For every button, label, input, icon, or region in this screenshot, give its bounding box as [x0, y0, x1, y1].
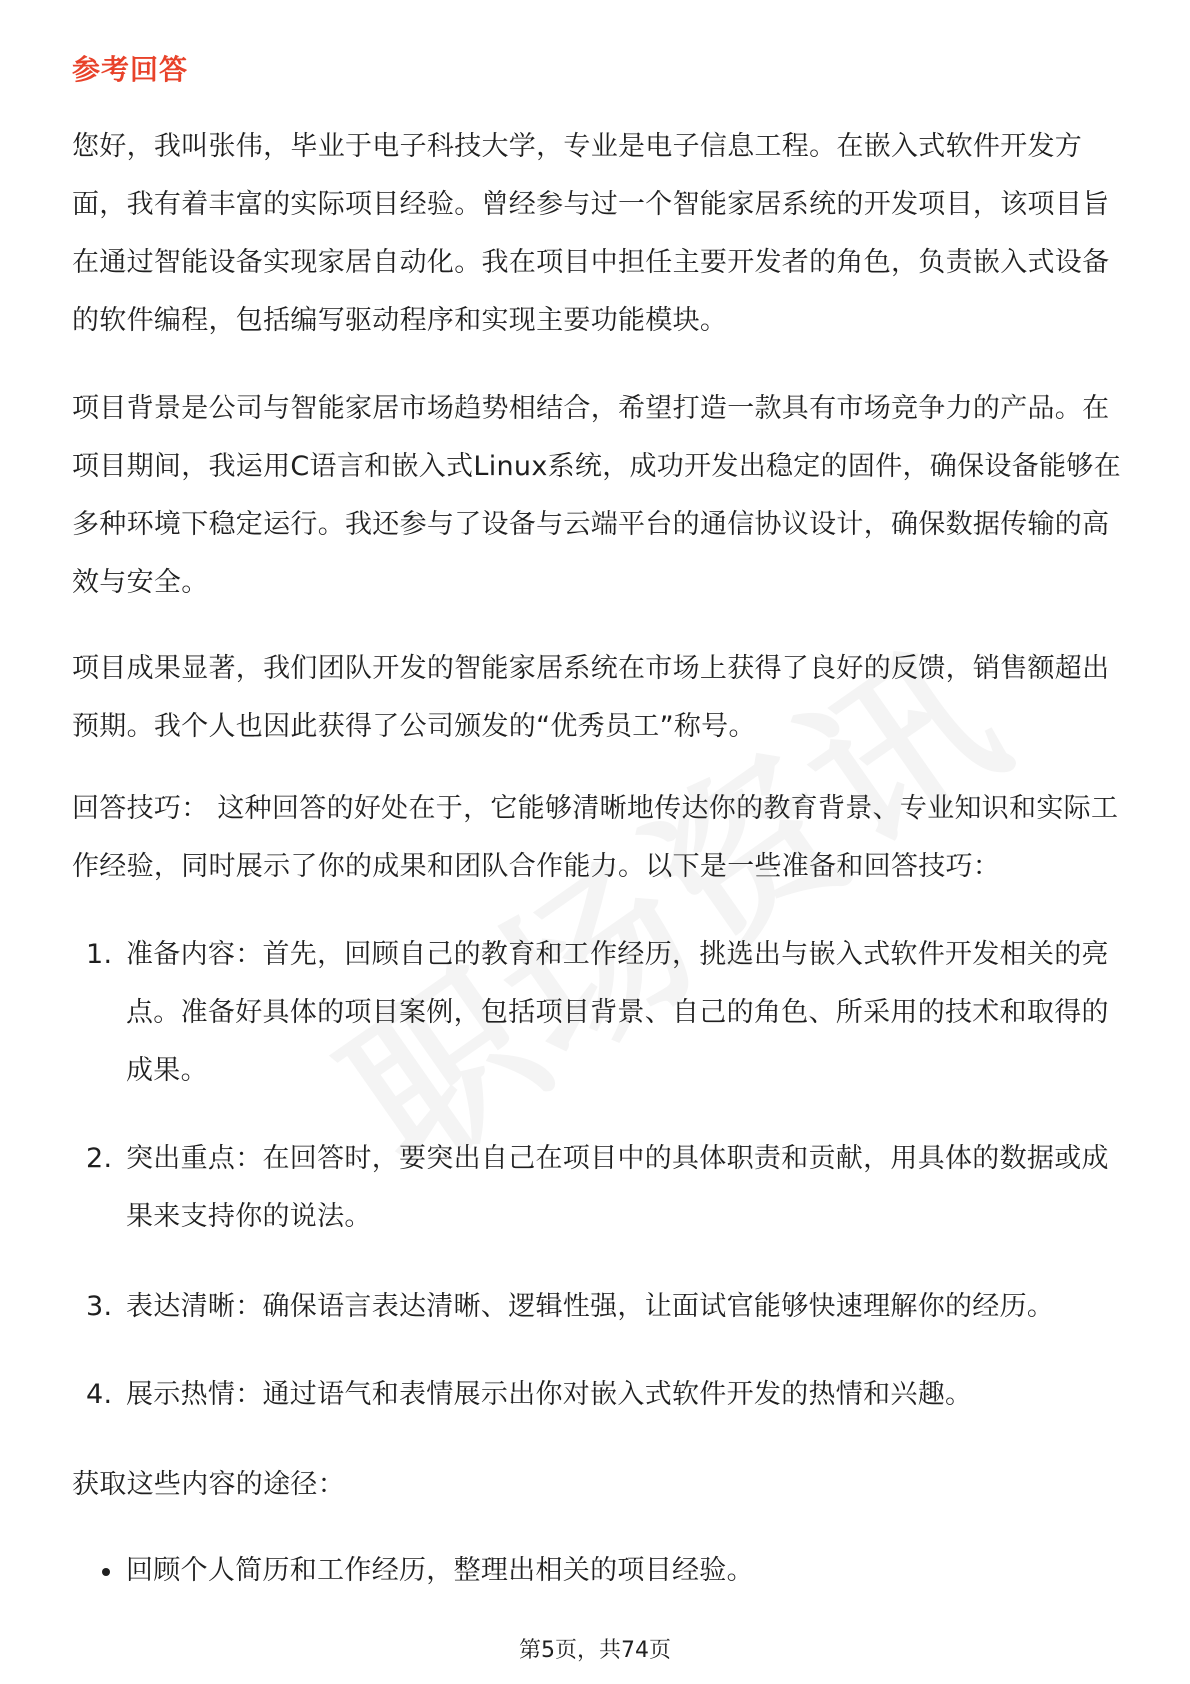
list-item-text: 展示热情：通过语气和表情展示出你对嵌入式软件开发的热情和兴趣。 — [126, 1379, 973, 1410]
list-item-text: 突出重点：在回答时，要突出自己在项目中的具体职责和贡献，用具体的数据或成果来支持你的说法。 — [126, 1143, 1109, 1232]
bullet-item-text: 回顾个人简历和工作经历，整理出相关的项目经验。 — [126, 1555, 754, 1586]
list-item-text: 表达清晰：确保语言表达清晰、逻辑性强，让面试官能够快速理解你的经历。 — [126, 1291, 1055, 1322]
results-paragraph: 项目成果显著，我们团队开发的智能家居系统在市场上获得了良好的反馈，销售额超出预期。我个人也因此获得了公司颁发的“优秀员工”称号。 — [72, 653, 1110, 742]
list-item-number: 1. — [86, 939, 113, 970]
list-item — [72, 926, 1132, 1100]
list-item-text: 准备内容：首先，回顾自己的教育和工作经历，挑选出与嵌入式软件开发相关的亮点。准备好具体的项目案例，包括项目背景、自己的角色、所采用的技术和取得的成果。 — [126, 939, 1109, 1086]
background-paragraph: 项目背景是公司与智能家居市场趋势相结合，希望打造一款具有市场竞争力的产品。在项目期间，我运用C语言和嵌入式Linux系统，成功开发出稳定的固件，确保设备能够在多种环境下稳定运行。我还参与了设备与云端平台的通信协议设计，确保数据传输的高效与安全。 — [72, 393, 1121, 598]
tips-paragraph: 回答技巧： 这种回答的好处在于，它能够清晰地传达你的教育背景、专业知识和实际工作经验，同时展示了你的成果和团队合作能力。以下是一些准备和回答技巧： — [72, 793, 1119, 882]
page-footer: 第5页，共74页 — [519, 1638, 671, 1663]
list-item-number: 3. — [86, 1291, 113, 1322]
bullet-item — [72, 1542, 1132, 1600]
bullet-dot-icon — [102, 1568, 110, 1576]
sources-paragraph: 获取这些内容的途径： — [72, 1469, 345, 1500]
list-item-number: 2. — [86, 1143, 113, 1174]
list-item — [72, 1278, 1132, 1336]
list-item — [72, 1366, 1132, 1424]
intro-paragraph: 您好，我叫张伟，毕业于电子科技大学，专业是电子信息工程。在嵌入式软件开发方面，我有着丰富的实际项目经验。曾经参与过一个智能家居系统的开发项目，该项目旨在通过智能设备实现家居自动化。我在项目中担任主要开发者的角色，负责嵌入式设备的软件编程，包括编写驱动程序和实现主要功能模块。 — [72, 131, 1110, 336]
section-heading: 参考回答 — [72, 53, 189, 86]
list-item-number: 4. — [86, 1379, 113, 1410]
list-item — [72, 1130, 1132, 1246]
